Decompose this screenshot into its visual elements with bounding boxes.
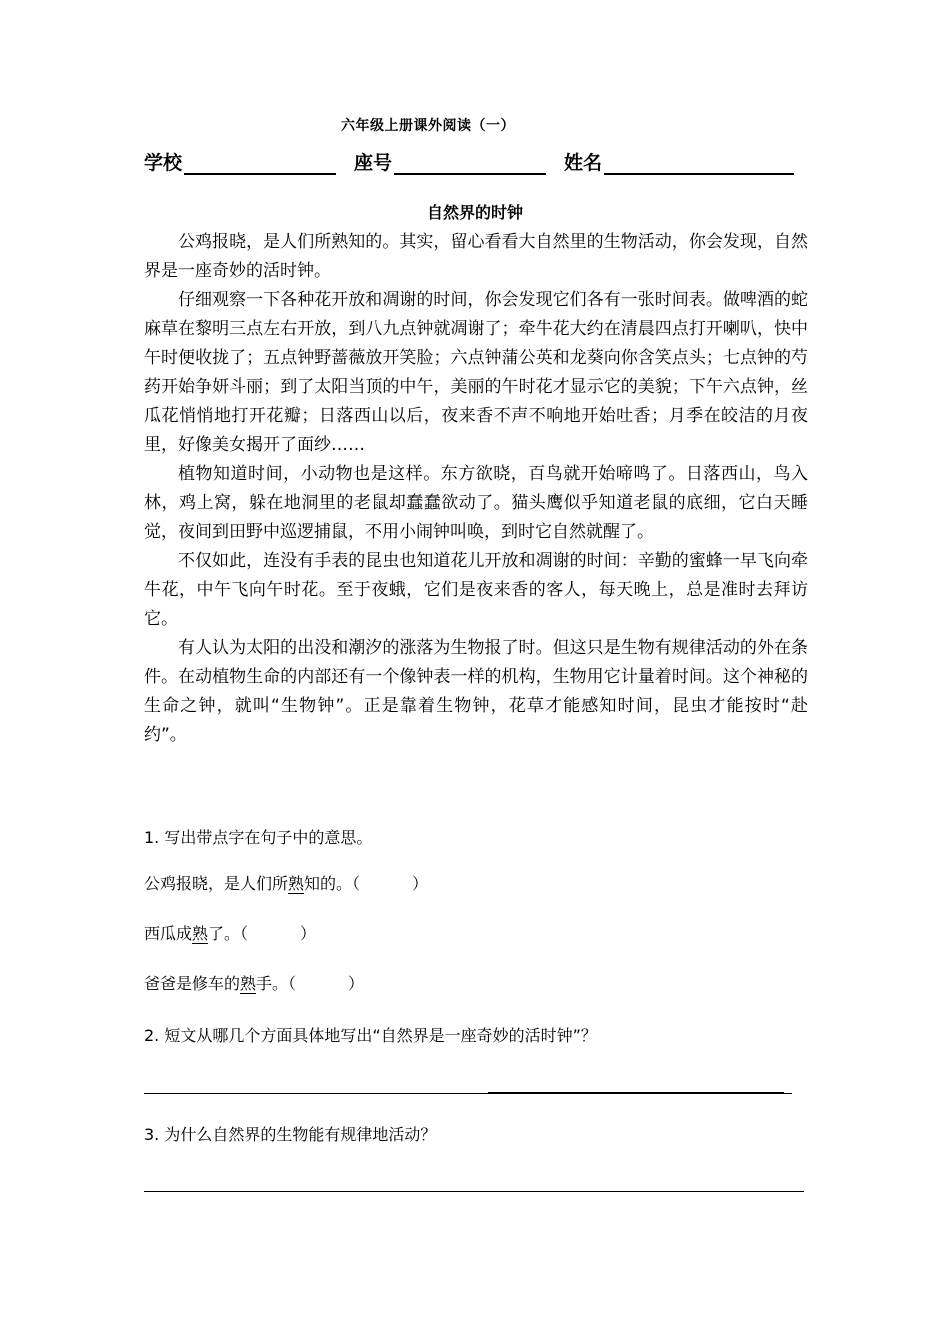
sentence-text: 爸爸是修车的 bbox=[144, 974, 241, 993]
article-paragraph: 公鸡报晓，是人们所熟知的。其实，留心看看大自然里的生物活动，你会发现，自然界是一座奇妙的活时钟。 bbox=[144, 232, 808, 281]
question-2-prompt: 2. 短文从哪几个方面具体地写出“自然界是一座奇妙的活时钟”？ bbox=[144, 1026, 597, 1045]
question-1-prompt: 1. 写出带点字在句子中的意思。 bbox=[144, 828, 373, 847]
sentence-text: 西瓜成 bbox=[144, 924, 193, 943]
student-info-row bbox=[144, 148, 824, 178]
answer-line[interactable] bbox=[784, 1093, 792, 1094]
article-paragraph: 仔细观察一下各种花开放和凋谢的时间，你会发现它们各有一张时间表。做啤酒的蛇麻草在黎明三点左右开放，到八九点钟就凋谢了；牵牛花大约在清晨四点打开喇叭，快中午时便收拢了；五点钟野蔷薇放开笑脸；六点钟蒲公英和龙葵向你含笑点头；七点钟的芍药开始争妍斗丽；到了太阳当顶的中午，美丽的午时花才显示它的美貌；下午六点钟，丝瓜花悄悄地打开花瓣；日落西山以后，夜来香不声不响地开始吐香；月季在皎洁的月夜里，好像美女揭开了面纱…… bbox=[144, 290, 808, 455]
answer-line[interactable] bbox=[144, 1191, 804, 1192]
article-title: 自然界的时钟 bbox=[426, 203, 523, 222]
marked-character: 熟 bbox=[240, 974, 257, 993]
sentence-text: 知的。（ bbox=[304, 874, 361, 893]
question-1-item bbox=[144, 972, 364, 996]
seat-label: 座号 bbox=[354, 152, 393, 174]
closing-paren: ） bbox=[300, 924, 317, 943]
answer-line[interactable] bbox=[488, 1092, 784, 1094]
question-1-item bbox=[144, 922, 316, 946]
closing-paren: ） bbox=[412, 874, 429, 893]
worksheet-title: 六年级上册课外阅读（一） bbox=[341, 118, 515, 134]
school-label: 学校 bbox=[144, 152, 183, 174]
marked-character: 熟 bbox=[192, 924, 209, 943]
question-1-item bbox=[144, 872, 428, 896]
marked-character: 熟 bbox=[288, 874, 305, 893]
answer-line[interactable] bbox=[144, 1093, 488, 1094]
school-field[interactable] bbox=[184, 173, 336, 175]
article-paragraph: 植物知道时间，小动物也是这样。东方欲晓，百鸟就开始啼鸣了。日落西山，鸟入林，鸡上窝，躲在地洞里的老鼠却蠢蠢欲动了。猫头鹰似乎知道老鼠的底细，它白天睡觉，夜间到田野中巡逻捕鼠，不用小闹钟叫唤，到时它自然就醒了。 bbox=[144, 464, 808, 542]
seat-field[interactable] bbox=[394, 173, 546, 175]
sentence-text: 手。（ bbox=[256, 974, 297, 993]
name-field[interactable] bbox=[604, 173, 794, 175]
sentence-text: 了。（ bbox=[208, 924, 249, 943]
article-paragraph: 不仅如此，连没有手表的昆虫也知道花儿开放和凋谢的时间：辛勤的蜜蜂一早飞向牵牛花，中午飞向午时花。至于夜蛾，它们是夜来香的客人，每天晚上，总是准时去拜访它。 bbox=[144, 551, 808, 629]
sentence-text: 公鸡报晓，是人们所 bbox=[144, 874, 289, 893]
name-label: 姓名 bbox=[564, 152, 603, 174]
article-body bbox=[144, 228, 808, 750]
question-3-prompt: 3. 为什么自然界的生物能有规律地活动？ bbox=[144, 1125, 437, 1144]
article-paragraph: 有人认为太阳的出没和潮汐的涨落为生物报了时。但这只是生物有规律活动的外在条件。在动植物生命的内部还有一个像钟表一样的机构，生物用它计量着时间。这个神秘的生命之钟，就叫“生物钟”。正是靠着生物钟，花草才能感知时间，昆虫才能按时“赴约”。 bbox=[144, 638, 808, 745]
closing-paren: ） bbox=[348, 974, 365, 993]
